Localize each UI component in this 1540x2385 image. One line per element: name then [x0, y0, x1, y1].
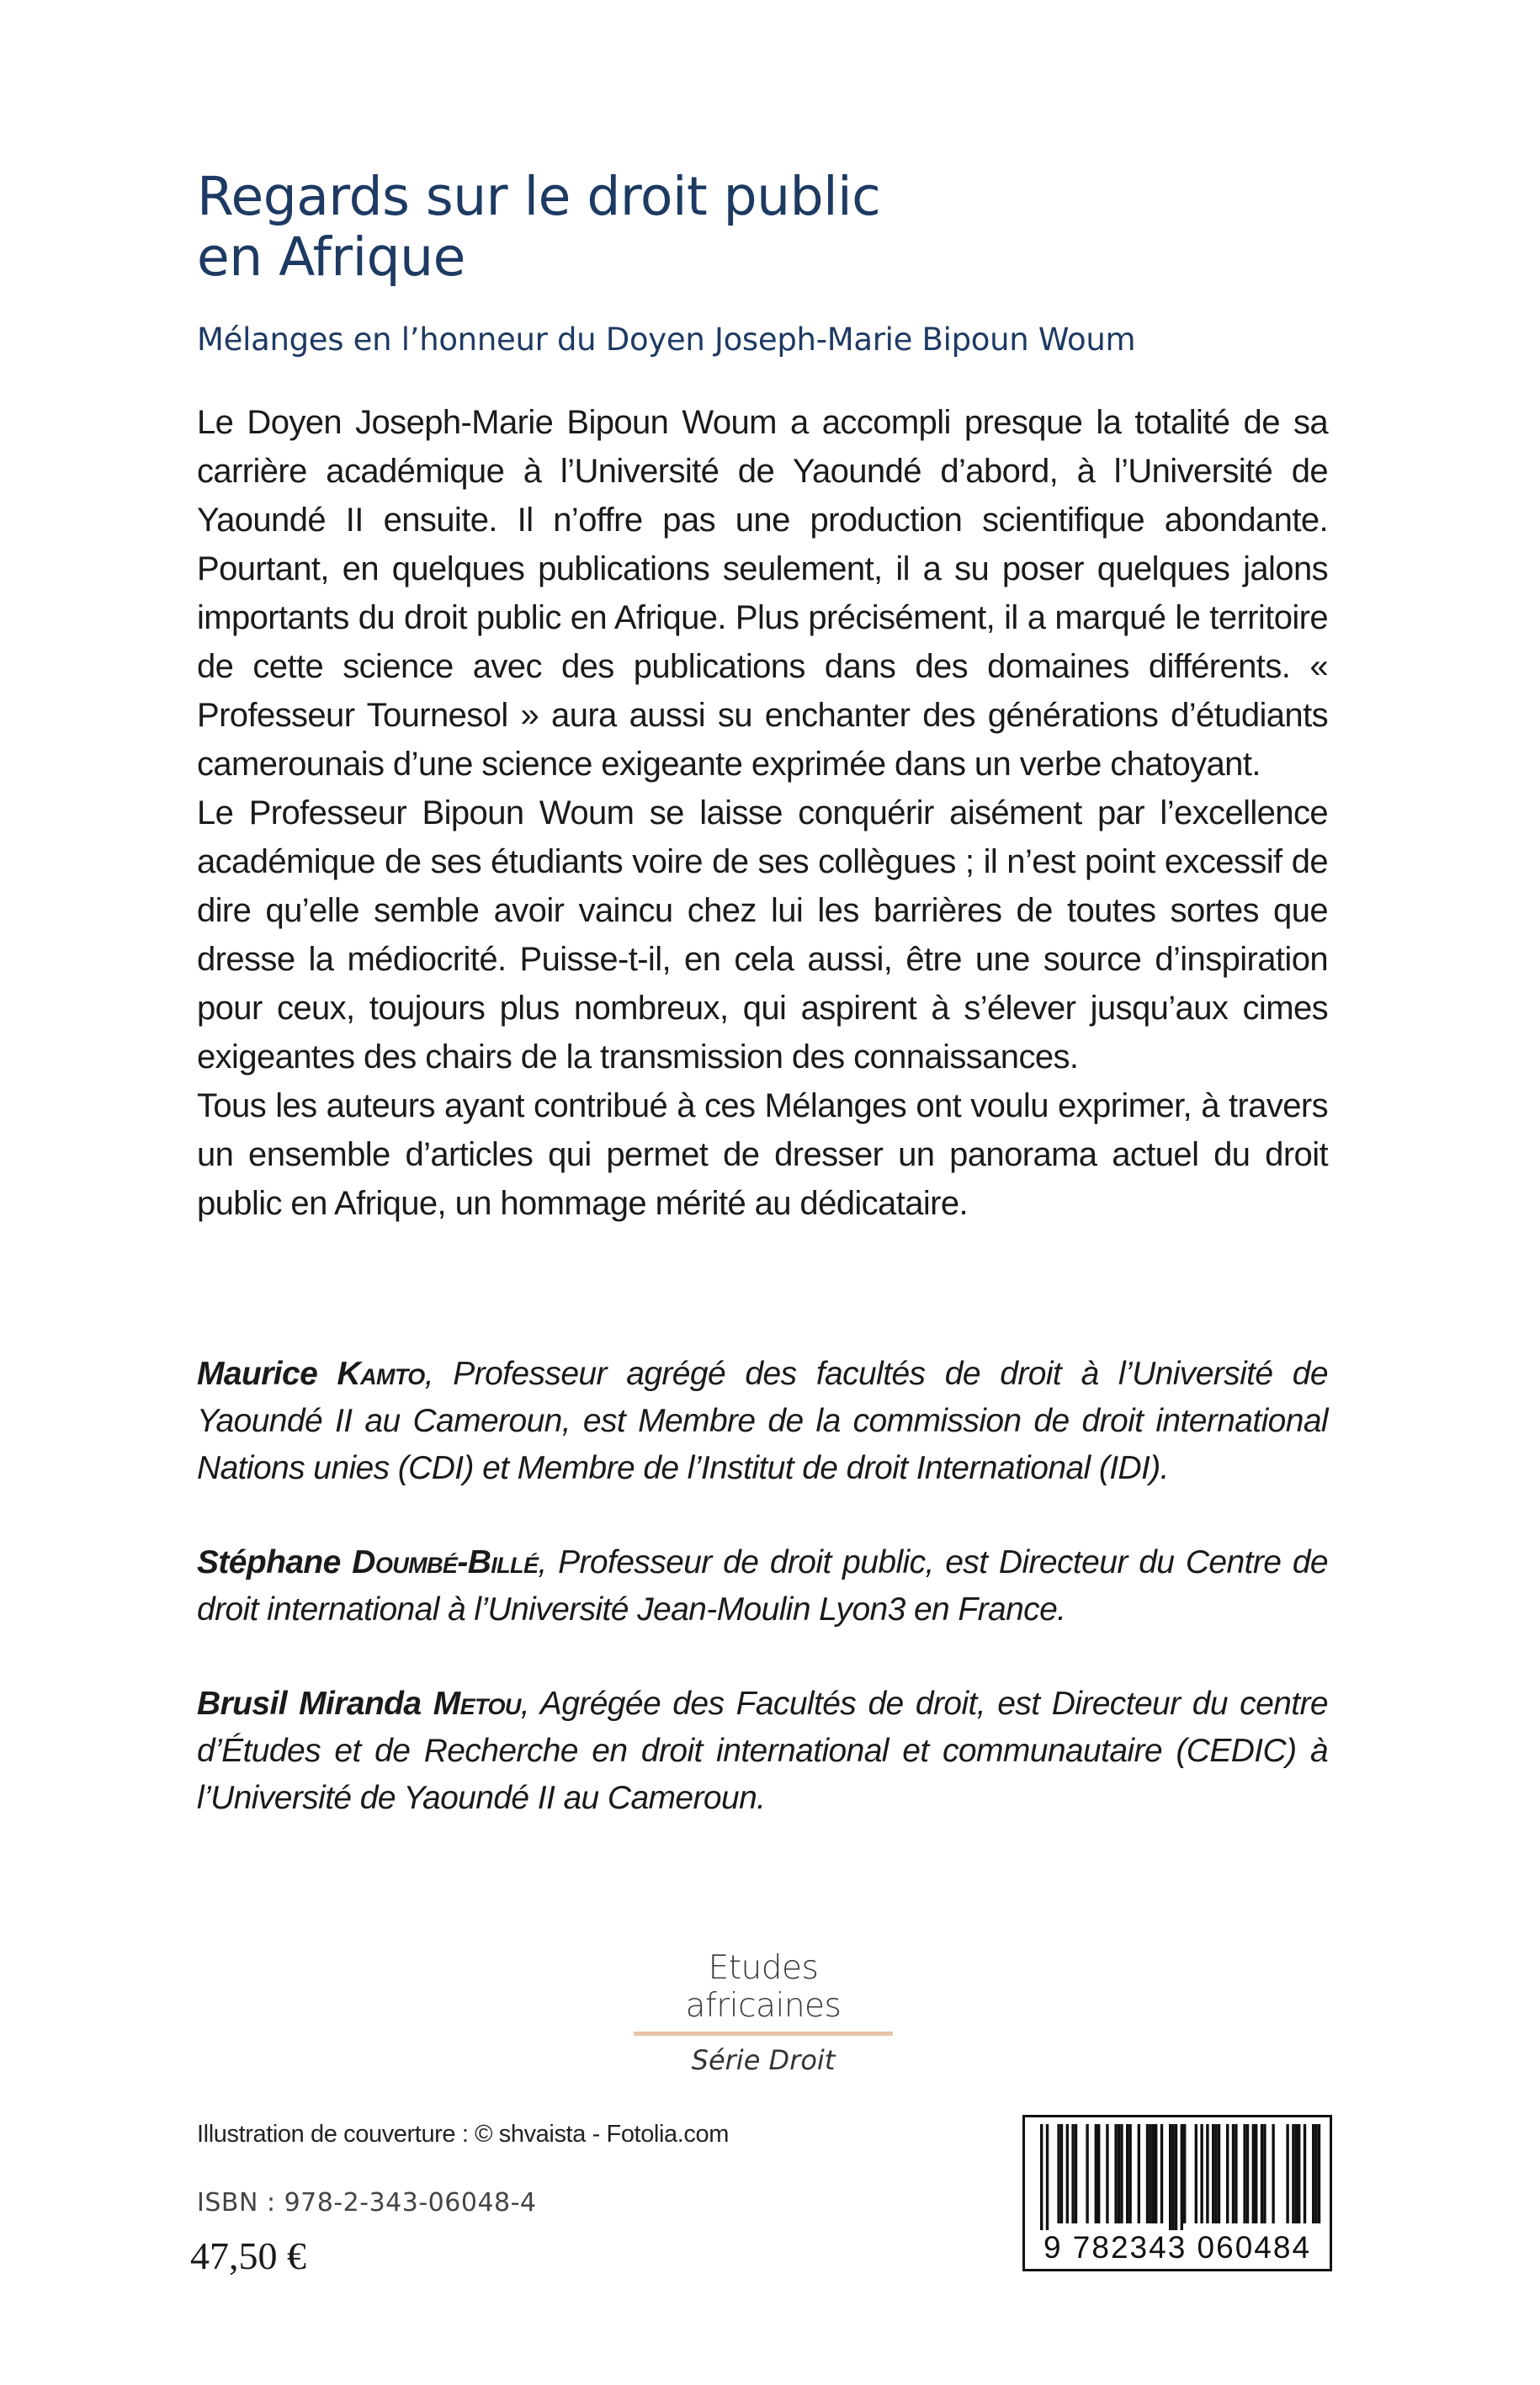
- bio-first-name: Stéphane: [197, 1544, 341, 1580]
- series-divider: [634, 2032, 893, 2036]
- barcode-bar: [1298, 2124, 1300, 2223]
- barcode-bar: [1160, 2124, 1163, 2223]
- barcode-bar: [1232, 2124, 1235, 2223]
- cover-illustration-credit: Illustration de couverture : © shvaista - Fotolia.com: [197, 2121, 729, 2148]
- barcode-bar: [1263, 2124, 1266, 2223]
- barcode-bar: [1097, 2124, 1100, 2223]
- barcode-bar: [1312, 2124, 1314, 2223]
- barcode-bar: [1106, 2124, 1108, 2223]
- barcode-bar: [1120, 2124, 1123, 2223]
- isbn-number: ISBN : 978-2-343-06048-4: [197, 2188, 537, 2218]
- barcode-bar: [1183, 2124, 1186, 2223]
- barcode-bar: [1149, 2124, 1151, 2223]
- price: 47,50 €: [190, 2234, 306, 2277]
- barcode-bar: [1246, 2124, 1249, 2223]
- barcode-bar: [1066, 2124, 1069, 2223]
- barcode-bar: [1071, 2124, 1074, 2223]
- barcode-bar: [1272, 2124, 1274, 2223]
- barcode-bar: [1060, 2124, 1063, 2223]
- blurb-paragraph-2: Le Professeur Bipoun Woum se laisse conquérir aisément par l’excellence académique de ses étudiants voire de ses collègues ; il n’est point excessif de dire qu’elle semble avoir vaincu chez lui les barrières de toutes sortes que dresse la médiocrité. Puisse-t-il, en cela aussi, être une source d’inspiration pour ceux, toujours plus nombreux, qui aspirent à s’élever jusqu’aux cimes exigeantes des chairs de la transmission des connaissances.: [197, 794, 1328, 1076]
- barcode-bar: [1226, 2124, 1229, 2223]
- barcode-bar: [1214, 2124, 1217, 2223]
- title-line-1: Regards sur le droit public: [197, 166, 881, 227]
- bio-metou: [197, 1681, 1328, 1822]
- barcode-bar: [1206, 2124, 1208, 2223]
- barcode-bar: [1252, 2124, 1255, 2223]
- barcode-bar: [1152, 2124, 1155, 2223]
- barcode-bar: [1314, 2124, 1317, 2223]
- bio-surname: Doumbé-Billé: [352, 1544, 539, 1580]
- bio-doumbe-bille: [197, 1539, 1328, 1633]
- book-title: [197, 167, 1375, 288]
- book-subtitle: Mélanges en l’honneur du Doyen Joseph-Marie Bipoun Woum: [197, 321, 1136, 358]
- barcode-bar: [1114, 2124, 1117, 2223]
- barcode-bar: [1118, 2124, 1120, 2223]
- bio-surname: Kamto: [337, 1356, 425, 1392]
- blurb-paragraph-3: Tous les auteurs ayant contribué à ces Mélanges ont voulu exprimer, à travers un ensemble d’articles qui permet de dresser un panorama actuel du droit public en Afrique, un hommage mérité au dédicataire.: [197, 1087, 1328, 1222]
- bio-first-name: Brusil Miranda: [197, 1686, 422, 1722]
- barcode-bar: [1146, 2124, 1149, 2223]
- barcode-bar: [1212, 2124, 1214, 2223]
- series-name: Etudes africaines: [685, 1949, 842, 2025]
- barcode-bar: [1218, 2124, 1220, 2223]
- barcode-bar: [1086, 2124, 1088, 2223]
- isbn-barcode: [1022, 2115, 1332, 2271]
- bio-kamto: [197, 1351, 1328, 1492]
- barcode-bar: [1261, 2124, 1263, 2223]
- bio-text: , Professeur de droit public, est Directeur du Centre de droit international à l’Université Jean-Moulin Lyon3 en France.: [197, 1544, 1328, 1628]
- bio-text: , Agrégée des Facultés de droit, est Directeur du centre d’Études et de Recherche en droit international et communautaire (CEDIC) à l’Université de Yaoundé II au Cameroun.: [197, 1686, 1328, 1816]
- barcode-bar: [1318, 2124, 1320, 2223]
- editor-biographies: [197, 1351, 1328, 1869]
- barcode-bar: [1126, 2124, 1128, 2223]
- barcode-bar: [1292, 2124, 1294, 2223]
- barcode-bar: [1128, 2124, 1131, 2223]
- barcode-digits: 9 782343 060484: [1025, 2230, 1330, 2265]
- back-cover-blurb: [197, 398, 1328, 1228]
- bio-surname: Metou: [433, 1686, 521, 1722]
- barcode-bar: [1235, 2124, 1237, 2223]
- barcode-bar: [1243, 2124, 1245, 2223]
- bio-first-name: Maurice: [197, 1356, 318, 1392]
- bio-text: , Professeur agrégé des facultés de droit à l’Université de Yaoundé II au Cameroun, est Membre de la commission de droit international Nations unies (CDI) et Membre de l’Institut de droit International (IDI).: [197, 1356, 1328, 1486]
- barcode-bar: [1195, 2124, 1197, 2223]
- barcode-bar: [1155, 2124, 1157, 2223]
- title-line-2: en Afrique: [197, 226, 465, 288]
- barcode-bar: [1255, 2124, 1257, 2223]
- barcode-bar: [1138, 2124, 1140, 2223]
- barcode-bar: [1295, 2124, 1298, 2223]
- barcode-bar: [1200, 2124, 1203, 2223]
- barcode-bar: [1057, 2124, 1059, 2223]
- barcode-bar: [1095, 2124, 1097, 2223]
- barcode-bar: [1286, 2124, 1288, 2223]
- barcode-bar: [1075, 2124, 1077, 2223]
- barcode-bar: [1304, 2124, 1306, 2223]
- blurb-paragraph-1: Le Doyen Joseph-Marie Bipoun Woum a accompli presque la totalité de sa carrière académique à l’Université de Yaoundé d’abord, à l’Université de Yaoundé II ensuite. Il n’offre pas une production scientifique abondante. Pourtant, en quelques publications seulement, il a su poser quelques jalons importants du droit public en Afrique. Plus précisément, il a marqué le territoire de cette science avec des publications dans des domaines différents. « Professeur Tournesol » aura aussi su enchanter des générations d’étudiants camerounais d’une science exigeante exprimée dans un verbe chatoyant.: [197, 404, 1328, 783]
- series-logo: [633, 1949, 894, 2076]
- series-subtitle: Série Droit: [691, 2044, 836, 2076]
